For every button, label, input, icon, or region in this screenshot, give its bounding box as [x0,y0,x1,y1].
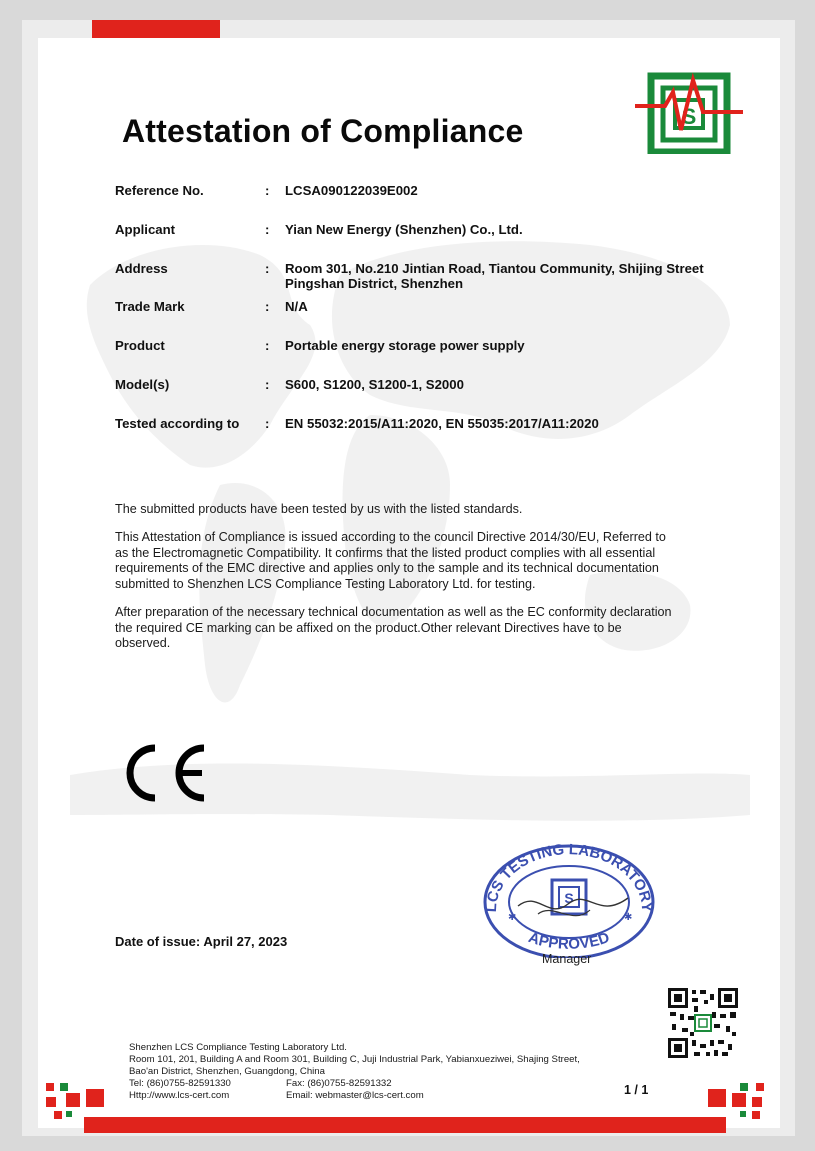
decor-square [708,1089,726,1107]
decor-square [66,1093,80,1107]
approved-seal-icon [478,840,660,958]
paragraph-tested: The submitted products have been tested by us with the listed standards. [115,502,523,516]
field-colon: : [265,222,270,237]
svg-text:S: S [564,890,574,906]
field-colon: : [265,416,270,431]
paragraph-ce-marking [115,605,725,652]
footer-email-link[interactable]: Email: webmaster@lcs-cert.com [286,1090,424,1101]
field-value: S600, S1200, S1200-1, S2000 [285,377,464,392]
field-colon: : [265,338,270,353]
decor-square [740,1111,746,1117]
footer-fax: Fax: (86)0755-82591332 [286,1078,392,1089]
top-red-bar [92,20,220,38]
paragraph-line: This Attestation of Compliance is issued according to the council Directive 2014/30/EU, Referred to [115,530,666,544]
page-title: Attestation of Compliance [122,113,524,149]
footer-address-line1: Room 101, 201, Building A and Room 301, Building C, Juji Industrial Park, Yabianxueziwei, Shajing Street, [129,1054,580,1065]
field-value: N/A [285,299,308,314]
qr-code-icon[interactable] [668,988,738,1058]
paragraph-line: observed. [115,636,171,650]
paragraph-line: submitted to Shenzhen LCS Compliance Testing Laboratory Ltd. for testing. [115,576,536,591]
footer-company: Shenzhen LCS Compliance Testing Laboratory Ltd. [129,1042,347,1053]
field-colon: : [265,299,270,314]
paragraph-line: requirements of the EMC directive and applies only to the sample and its technical documentation [115,561,659,575]
decor-square [740,1083,748,1091]
svg-text:S: S [681,104,697,129]
field-colon: : [265,183,270,198]
svg-text:✱: ✱ [508,912,517,923]
field-label: Product [115,338,165,353]
field-value: Yian New Energy (Shenzhen) Co., Ltd. [285,222,523,237]
signature-title: Manager [542,952,592,966]
field-label: Applicant [115,222,176,237]
decor-square [60,1083,68,1091]
field-colon: : [265,261,270,276]
footer-address-line2: Bao'an District, Shenzhen, Guangdong, China [129,1066,325,1077]
field-label: Model(s) [115,377,170,392]
paragraph-attestation [115,530,725,592]
decor-square [54,1111,62,1119]
paragraph-line: After preparation of the necessary technical documentation as well as the EC conformity declaration [115,605,672,619]
ce-mark-icon [122,742,208,804]
footer-web-link[interactable]: Http://www.lcs-cert.com [129,1090,230,1101]
field-label: Reference No. [115,183,204,198]
field-label: Trade Mark [115,299,185,314]
page-number: 1 / 1 [624,1083,649,1097]
svg-text:APPROVED [526,929,612,953]
paragraph-line: as the Electromagnetic Compatibility. It confirms that the listed product complies with all essential [115,545,656,560]
field-label: Address [115,261,168,276]
field-colon: : [265,377,270,392]
paragraph-line: the required CE marking can be affixed on the product.Other relevant Directives have to be [115,620,622,635]
decor-square [752,1111,760,1119]
lcs-logo-icon [635,72,743,154]
bottom-red-bar [84,1117,726,1133]
field-value: Room 301, No.210 Jintian Road, Tiantou Community, Shijing Street [285,261,704,276]
footer-tel: Tel: (86)0755-82591330 [129,1078,231,1089]
field-value: Portable energy storage power supply [285,338,525,353]
field-value-line2: Pingshan District, Shenzhen [285,276,464,291]
seal-text-bottom: APPROVED [526,929,612,953]
decor-square [756,1083,764,1091]
date-of-issue: Date of issue: April 27, 2023 [115,934,288,949]
field-value: LCSA090122039E002 [285,183,418,198]
decor-square [46,1083,54,1091]
seal-text-top: LCS TESTING LABORATORY [482,841,656,913]
decor-square [752,1097,762,1107]
decor-square [732,1093,746,1107]
field-value: EN 55032:2015/A11:2020, EN 55035:2017/A11:2020 [285,416,599,431]
decor-square [86,1089,104,1107]
decor-square [46,1097,56,1107]
decor-square [66,1111,72,1117]
svg-text:✱: ✱ [624,912,633,923]
field-label: Tested according to [115,416,240,431]
